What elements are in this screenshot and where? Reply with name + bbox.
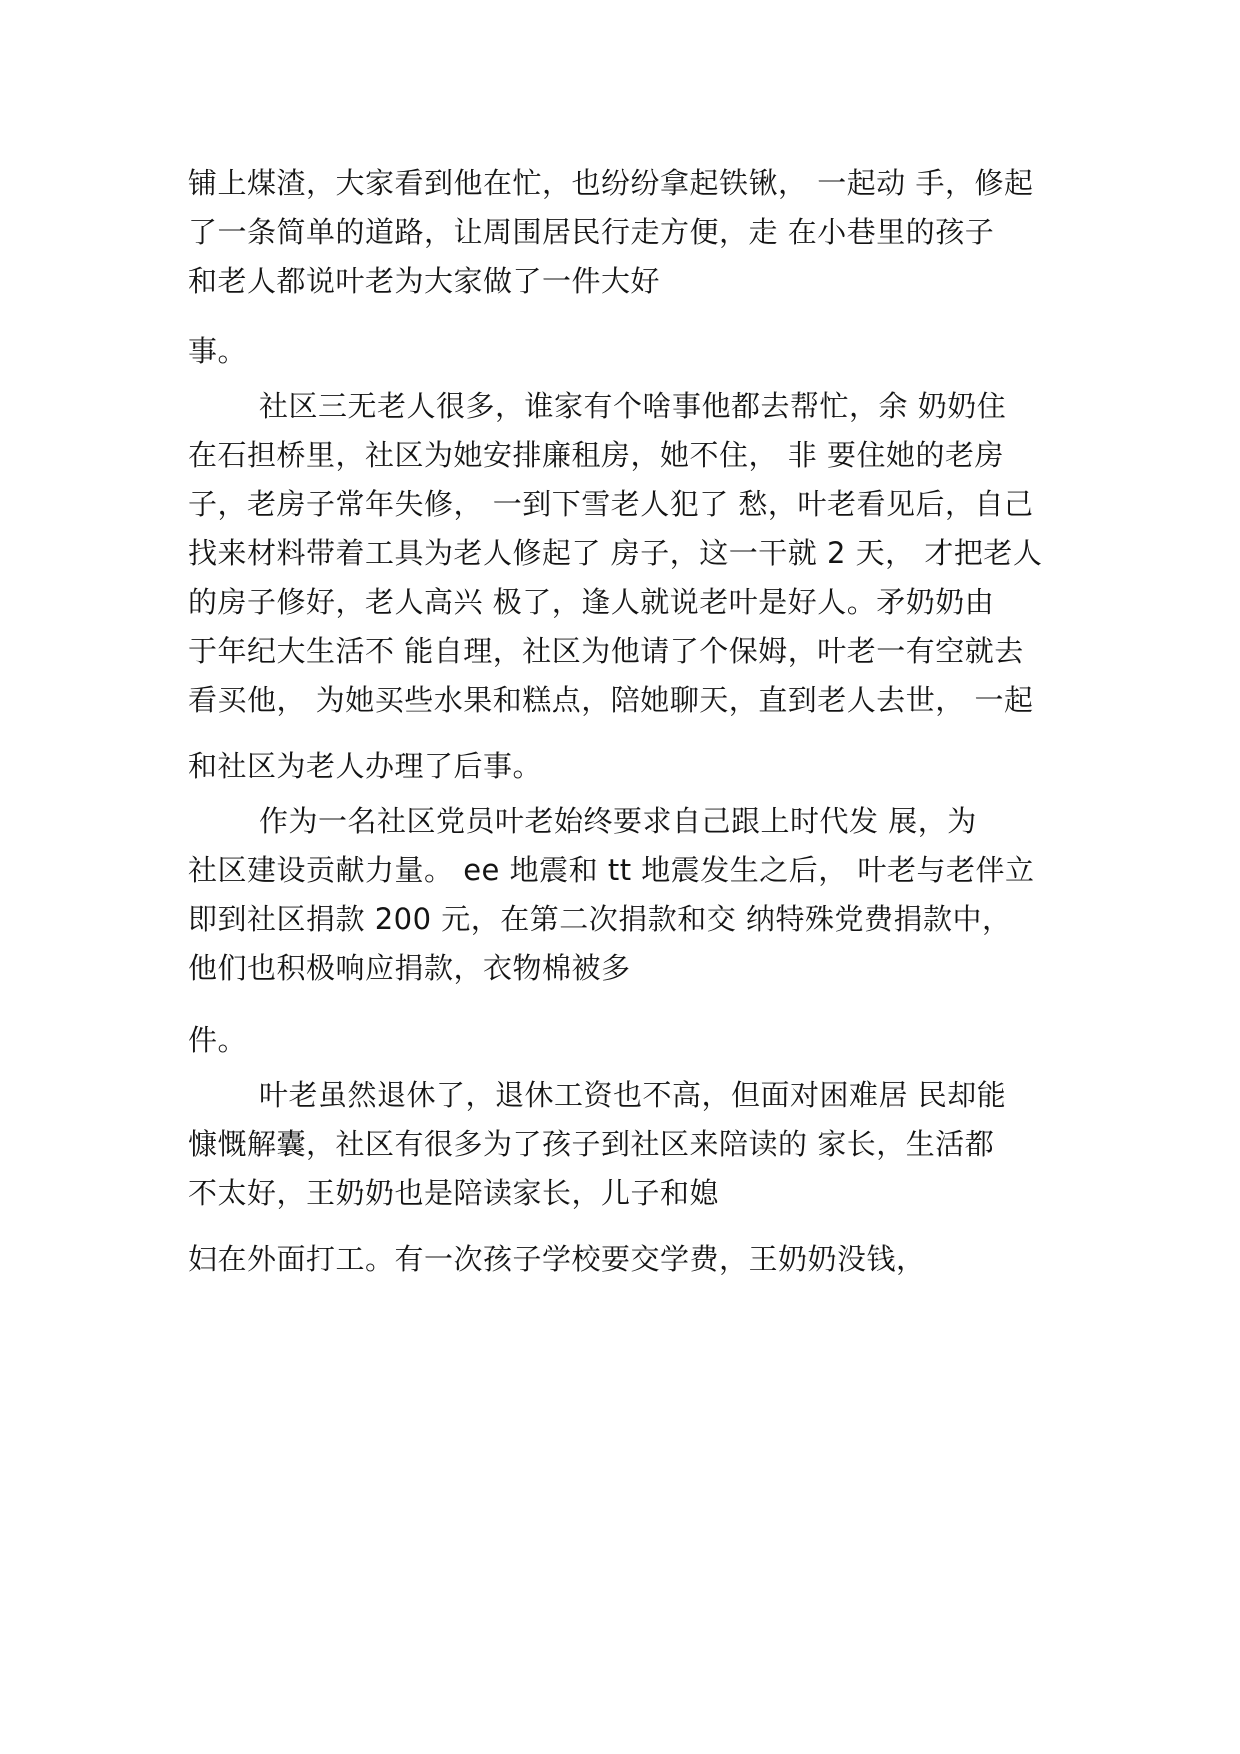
text-line: 找来材料带着工具为老人修起了 房子，这一干就 2 天， 才把老人	[188, 536, 1043, 570]
text-line: 的房子修好，老人高兴 极了，逢人就说老叶是好人。矛奶奶由	[188, 585, 995, 619]
text-line: 社区建设贡献力量。 ee 地震和 tt 地震发生之后， 叶老与老伴立	[188, 853, 1035, 887]
text-line: 在石担桥里，社区为她安排廉租房，她不住， 非 要住她的老房	[188, 438, 1004, 472]
text-line: 慷慨解囊，社区有很多为了孩子到社区来陪读的 家长，生活都	[188, 1127, 995, 1161]
text-line: 事。	[188, 334, 248, 368]
text-line: 铺上煤渣，大家看到他在忙，也纷纷拿起铁锹， 一起动 手，修起	[188, 166, 1034, 200]
text-line: 作为一名社区党员叶老始终要求自己跟上时代发 展，为	[259, 804, 977, 838]
text-line: 和老人都说叶老为大家做了一件大好	[188, 264, 661, 298]
text-line: 社区三无老人很多，谁家有个啥事他都去帮忙，余 奶奶住	[259, 389, 1007, 423]
text-line: 和社区为老人办理了后事。	[188, 749, 543, 783]
text-line: 于年纪大生活不 能自理，社区为他请了个保姆，叶老一有空就去	[188, 634, 1024, 668]
text-line: 妇在外面打工。有一次孩子学校要交学费，王奶奶没钱，	[188, 1242, 926, 1276]
text-line: 他们也积极响应捐款，衣物棉被多	[188, 951, 631, 985]
text-line: 看买他， 为她买些水果和糕点，陪她聊天，直到老人去世， 一起	[188, 683, 1034, 717]
text-line: 不太好，王奶奶也是陪读家长，儿子和媳	[188, 1176, 720, 1210]
text-line: 子，老房子常年失修， 一到下雪老人犯了 愁，叶老看见后，自己	[188, 487, 1034, 521]
text-line: 了一条简单的道路，让周围居民行走方便，走 在小巷里的孩子	[188, 215, 995, 249]
text-line: 叶老虽然退休了，退休工资也不高，但面对困难居 民却能	[259, 1078, 1007, 1112]
text-line: 件。	[188, 1023, 248, 1057]
text-line: 即到社区捐款 200 元，在第二次捐款和交 纳特殊党费捐款中，	[188, 902, 1012, 936]
